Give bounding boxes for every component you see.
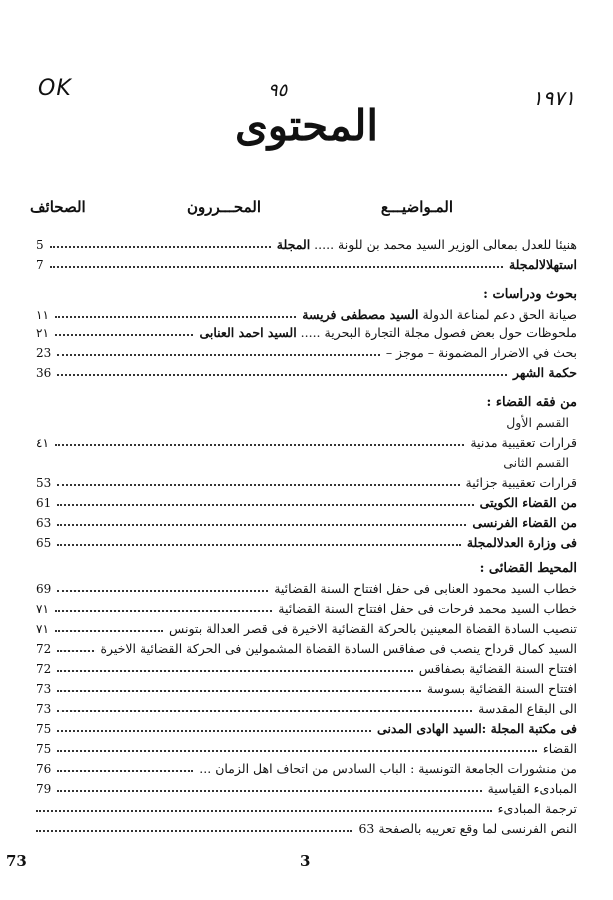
leader-dots [57, 504, 474, 506]
row-topic: خطاب السيد محمد فرحات فى حفل افتتاح السنة القضائية [278, 601, 577, 616]
leader-dots [57, 524, 466, 526]
row-topic: من القضاء الفرنسى [472, 515, 577, 530]
row-topic: حكمة الشهر [512, 365, 577, 380]
row-page-number: 73 [36, 682, 52, 696]
contents-row [36, 286, 577, 304]
row-page-number: ٢١ [36, 326, 49, 340]
row-page-number: 73 [36, 702, 52, 716]
contents-row [36, 344, 577, 362]
contents-row [36, 720, 577, 738]
leader-dots [57, 730, 371, 732]
row-page-number: 23 [36, 346, 52, 360]
row-topic: ملحوظات حول بعض فصول مجلة التجارة البحرية ..... السيد احمد العنابى [199, 325, 577, 340]
contents-row [36, 700, 577, 718]
contents-row [36, 256, 577, 274]
contents-row [36, 780, 577, 798]
row-page-number: 72 [36, 642, 52, 656]
handwritten-ok-note: OK [38, 76, 72, 101]
contents-row [36, 454, 577, 472]
row-page-number: 7 [36, 258, 44, 272]
row-topic: النص الفرنسى لما وقع تعريبه بالصفحة 63 [358, 821, 577, 836]
leader-dots [36, 830, 352, 832]
row-page-number: 5 [36, 238, 44, 252]
leader-dots [57, 670, 413, 672]
contents-row [36, 236, 577, 254]
row-topic: بحث في الاضرار المضمونة – موجز – [385, 345, 577, 360]
row-topic: المبادىء القياسية [487, 781, 577, 796]
contents-row [36, 740, 577, 758]
row-topic: بحوث ودراسات : [483, 287, 577, 302]
leader-dots [36, 810, 492, 812]
contents-row [36, 514, 577, 532]
contents-row [36, 640, 577, 658]
header-editors: المحـــررون [186, 198, 261, 216]
leader-dots [55, 630, 163, 632]
row-topic: المحيط القضائى : [479, 561, 577, 576]
handwritten-year-note: ١٩٧١ [532, 86, 575, 110]
leader-dots [55, 316, 296, 318]
leader-dots [57, 750, 537, 752]
row-topic: من فقه القضاء : [486, 395, 577, 410]
contents-row [36, 306, 577, 324]
row-page-number: 69 [36, 582, 52, 596]
page-number: 3 [300, 852, 311, 870]
row-editor: المجلة [508, 257, 539, 272]
contents-row [36, 364, 577, 382]
row-topic: هنيئا للعدل بمعالى الوزير السيد محمد بن للونة ..... المجلة [276, 237, 577, 252]
row-topic: قرارات تعقيبية مدنية [470, 435, 577, 450]
row-topic: السيد كمال قرداح ينصب فى صفاقس السادة القضاة المشمولين فى الحركة القضائية الاخيرة [100, 641, 577, 656]
leader-dots [50, 266, 503, 268]
leader-dots [57, 590, 268, 592]
row-topic: استهلالالمجلة [508, 257, 577, 272]
row-page-number: 75 [36, 742, 52, 756]
footer-left-number: 73 [6, 852, 27, 870]
contents-row [36, 580, 577, 598]
row-topic: القسم الأول [506, 415, 569, 430]
contents-row [36, 414, 577, 432]
handwritten-mid-note: ٩٥ [268, 80, 288, 101]
row-editor: السيد احمد العنابى [199, 325, 297, 340]
leader-dots [57, 374, 507, 376]
contents-row [36, 474, 577, 492]
row-topic: افتتاح السنة القضائية بصفاقس [418, 661, 577, 676]
contents-row [36, 660, 577, 678]
row-page-number: 76 [36, 762, 52, 776]
row-editor: السيد الهادى المدنى [377, 721, 482, 736]
row-topic: القسم الثانى [503, 455, 569, 470]
contents-row [36, 534, 577, 552]
row-topic: خطاب السيد محمود العنابى فى حفل افتتاح السنة القضائية [274, 581, 577, 596]
row-page-number: 36 [36, 366, 52, 380]
row-topic: صيانة الحق دعم لمناعة الدولة السيد مصطفى فريسة [302, 307, 577, 322]
contents-row [36, 324, 577, 342]
leader-dots [57, 650, 94, 652]
contents-row [36, 600, 577, 618]
row-page-number: ٧١ [36, 602, 49, 616]
contents-row [36, 680, 577, 698]
row-page-number: ١١ [36, 308, 49, 322]
header-topics: المـواضيـــع [380, 198, 453, 216]
row-topic: فى مكتبة المجلة :السيد الهادى المدنى [377, 721, 577, 736]
contents-row [36, 434, 577, 452]
header-pages: الصحائف [30, 198, 86, 216]
contents-row [36, 560, 577, 578]
contents-row [36, 394, 577, 412]
contents-row [36, 760, 577, 778]
row-topic: ترجمة المبادىء [497, 801, 577, 816]
leader-dots [57, 484, 460, 486]
row-topic: القضاء [542, 741, 577, 756]
row-page-number: 75 [36, 722, 52, 736]
contents-row [36, 620, 577, 638]
row-topic: من منشورات الجامعة التونسية : الباب السادس من اتحاف اهل الزمان ... [199, 761, 577, 776]
leader-dots [57, 544, 461, 546]
leader-dots [55, 610, 272, 612]
row-editor: المجلة [276, 237, 311, 252]
leader-dots [55, 334, 193, 336]
contents-row [36, 494, 577, 512]
row-editor: السيد مصطفى فريسة [302, 307, 419, 322]
row-topic: من القضاء الكويتى [479, 495, 577, 510]
row-page-number: 61 [36, 496, 52, 510]
row-topic: فى وزارة العدلالمجلة [466, 535, 577, 550]
leader-dots [50, 246, 271, 248]
contents-row [36, 800, 577, 818]
row-topic: تنصيب السادة القضاة المعينين بالحركة القضائية الاخيرة فى قصر العدالة بتونس [169, 621, 577, 636]
row-page-number: 79 [36, 782, 52, 796]
row-topic: قرارات تعقيبية جزائية [465, 475, 577, 490]
row-page-number: 65 [36, 536, 52, 550]
contents-row [36, 820, 577, 838]
row-page-number: ٧١ [36, 622, 49, 636]
row-topic: افتتاح السنة القضائية بسوسة [426, 681, 577, 696]
page-title: المحتوى [234, 101, 379, 150]
row-page-number: 53 [36, 476, 52, 490]
row-page-number: 72 [36, 662, 52, 676]
leader-dots [55, 444, 464, 446]
row-page-number: 63 [36, 516, 52, 530]
row-editor: المجلة [466, 535, 497, 550]
leader-dots [57, 354, 380, 356]
leader-dots [57, 690, 421, 692]
leader-dots [57, 770, 193, 772]
leader-dots [57, 790, 482, 792]
leader-dots [57, 710, 472, 712]
row-page-number: ٤١ [36, 436, 49, 450]
row-topic: الى البقاع المقدسة [478, 701, 577, 716]
